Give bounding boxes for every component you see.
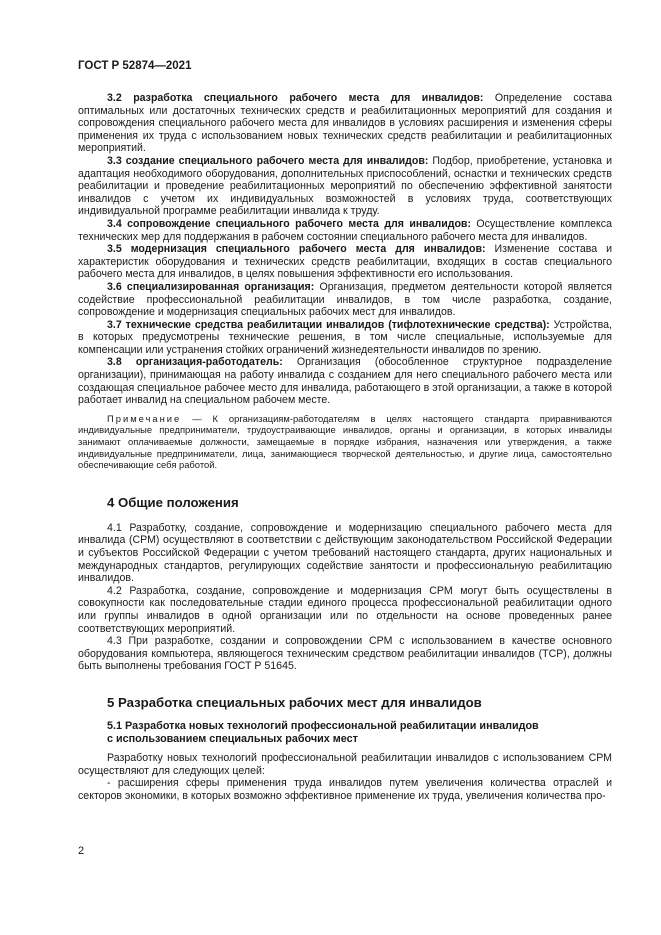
term-title: 3.4 сопровождение специального рабочего места для инвалидов:	[107, 217, 471, 230]
paragraph-4-1: 4.1 Разработку, создание, сопровождение и модернизацию специального рабочего места для инвалида (СРМ) осуществляют в соответствии с действующим законодательством Российской Федерации и субъектов Российской Федерации с учетом требований настоящего стандарта, других национальных и международных стандартов, регулирующих содействие занятости и профессиональную реабилитацию инвалидов.	[78, 521, 612, 585]
term-3-6	[78, 281, 612, 319]
term-definition: Осуществление комплекса технических мер для поддержания в рабочем состоянии специального рабочего места для инвалидов.	[78, 217, 612, 243]
term-3-2	[78, 92, 612, 155]
term-definition: Подбор, приобретение, установка и адаптация необходимого оборудования, дополнительных приспособлений, оснастки и технических средств реабилитации и проведение реабилитационных мероприятий по обеспечению эффективной занятости инвалидов с учетом их индивидуальных возможностей в условиях труда, соответствующих индивидуальной программе реабилитации инвалида к труду.	[78, 154, 613, 218]
term-title: 3.8 организация-работодатель:	[107, 356, 283, 369]
standard-code-header: ГОСТ Р 52874—2021	[78, 60, 192, 72]
term-title: 3.6 специализированная организация:	[107, 280, 315, 293]
term-3-5	[78, 243, 612, 281]
term-definition: Определение состава оптимальных или достаточных технических средств и реабилитационных мероприятий для создания и сопровождения специального рабочего места для инвалидов в условиях расширения и изменения сферы применения их труда с использованием новых технических средств реабилитации и реабилитационных мероприятий.	[78, 92, 613, 155]
term-definition: Организация (обособленное структурное подразделение организации), принимающая на работу инвалида с созданием для него специального рабочего места или создающая специальное рабочее место для инвалида, работающего в этой организации, а также в которой работает инвалид на специальном рабочем месте.	[78, 356, 613, 407]
note-paragraph	[78, 413, 612, 471]
subsection-title-line: 5.1 Разработка новых технологий профессиональной реабилитации инвалидов	[107, 719, 539, 732]
paragraph-4-2: 4.2 Разработка, создание, сопровождение и модернизация СРМ могут быть осуществлены в совокупности как последовательные стадии единого процесса профессиональной реабилитации одного или группы инвалидов в одной организации или по отдельности на основе проведенных ранее соответствующих мероприятий.	[78, 584, 612, 635]
section-5-heading: 5 Разработка специальных рабочих мест для инвалидов	[107, 694, 482, 710]
term-title: 3.7 технические средства реабилитации инвалидов (тифлотехнические средства):	[107, 318, 550, 331]
term-title: 3.3 создание специального рабочего места для инвалидов:	[107, 154, 429, 167]
note-text: — К организациям-работодателям в целях настоящего стандарта приравниваются индивидуальные предприниматели, трудоустраивающие инвалидов, органы и организации, в которых инвалиды занимают оплачиваемые должности, замещаемые в порядке избрания, назначения или утверждения, а также индивидуальные предприниматели, лица, занимающиеся творческой деятельностью, и другие лица, самостоятельно обеспечивающие себя работой.	[78, 412, 612, 471]
paragraph-4-3: 4.3 При разработке, создании и сопровождении СРМ с использованием в качестве основного оборудования компьютера, являющегося техническим средством реабилитации инвалидов (ТСР), должны быть выполнены требования ГОСТ Р 51645.	[78, 635, 612, 673]
page-content	[78, 92, 612, 802]
term-title: 3.5 модернизация специального рабочего места для инвалидов:	[107, 243, 486, 256]
term-title: 3.2 разработка специального рабочего места для инвалидов:	[107, 92, 484, 104]
subsection-title-line: с использованием специальных рабочих мест	[107, 732, 358, 745]
term-3-8	[78, 356, 612, 406]
term-3-7	[78, 319, 612, 357]
paragraph-5-1-intro: Разработку новых технологий профессиональной реабилитации инвалидов с использованием СРМ осуществляют для следующих целей:	[78, 751, 612, 777]
subsection-5-1-heading	[107, 720, 612, 746]
term-definition: Организация, предметом деятельности которой является содействие профессиональной реабилитации инвалидов, в том числе разработка, создание, сопровождение и модернизация специальных рабочих мест для инвалидов.	[78, 280, 612, 319]
term-definition: Устройства, в которых предусмотрены технические решения, в том числе специальные, используемые для компенсации или устранения стойких ограничений жизнедеятельности инвалидов по зрению.	[78, 318, 613, 356]
page-number: 2	[78, 845, 85, 857]
note-label: Примечание	[107, 412, 182, 424]
term-definition: Изменение состава и характеристик оборудования и технических средств реабилитации, входящих в состав специального рабочего места для инвалидов, в целях повышения эффективности его использования.	[78, 243, 612, 281]
term-3-4	[78, 218, 612, 243]
section-4-heading: 4 Общие положения	[107, 494, 239, 510]
paragraph-5-1-item: - расширения сферы применения труда инвалидов путем увеличения количества отраслей и секторов экономики, в которых возможно эффективное применение их труда, увеличения количества про-	[78, 777, 612, 802]
term-3-3	[78, 155, 612, 218]
